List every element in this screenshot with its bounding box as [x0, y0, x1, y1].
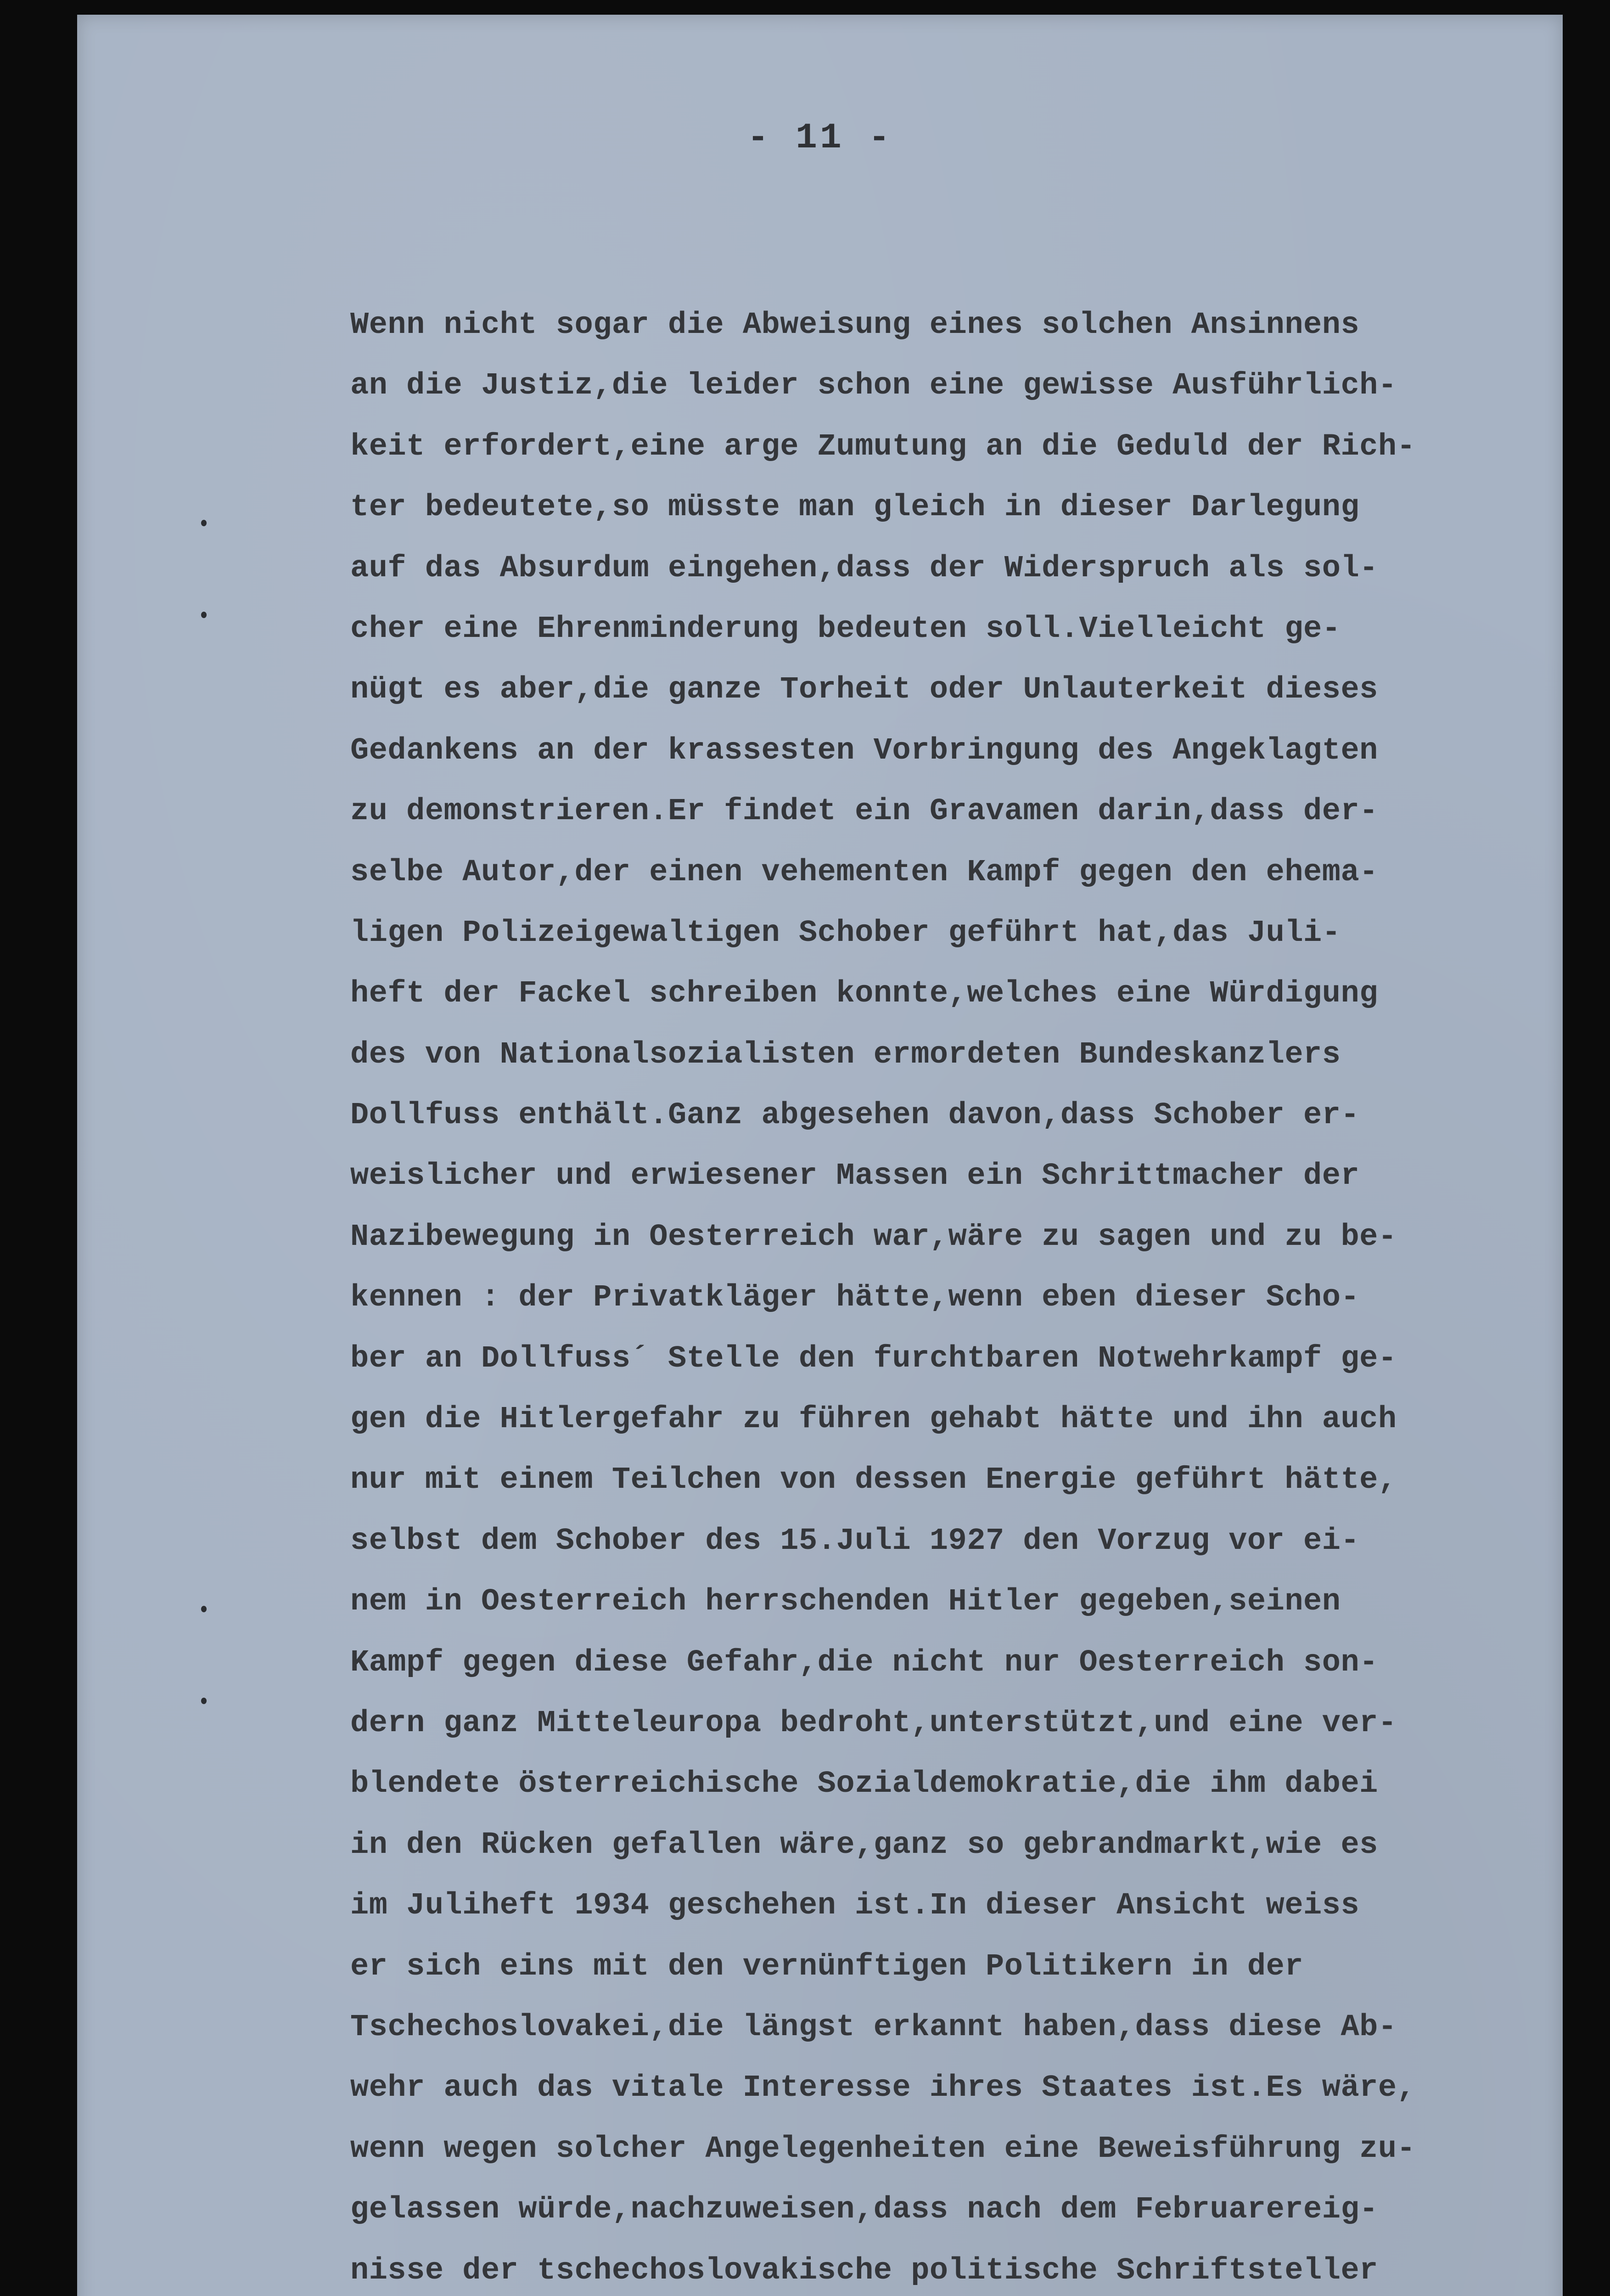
text-line: des von Nationalsozialisten ermordeten Bundeskanzlers [350, 1037, 1341, 1072]
text-line: keit erfordert,eine arge Zumutung an die Geduld der Rich- [350, 429, 1416, 464]
text-line: weislicher und erwiesener Massen ein Schrittmacher der [350, 1159, 1360, 1194]
text-line: an die Justiz,die leider schon eine gewisse Ausführlich- [350, 368, 1397, 404]
text-line: Wenn nicht sogar die Abweisung eines solchen Ansinnens [350, 308, 1360, 343]
text-line: er sich eins mit den vernünftigen Politikern in der [350, 1949, 1304, 1984]
text-line: Nazibewegung in Oesterreich war,wäre zu sagen und zu be- [350, 1219, 1397, 1255]
text-line: dern ganz Mitteleuropa bedroht,unterstützt,und eine ver- [350, 1705, 1397, 1741]
text-line: auf das Absurdum eingehen,dass der Widerspruch als sol- [350, 551, 1378, 586]
text-line: blendete österreichische Sozialdemokratie,die ihm dabei [350, 1767, 1378, 1802]
text-line: gen die Hitlergefahr zu führen gehabt hätte und ihn auch [350, 1402, 1397, 1437]
text-line: nisse der tschechoslovakische politische Schriftsteller [350, 2253, 1378, 2288]
body-text [350, 295, 1489, 2296]
text-line: selbe Autor,der einen vehementen Kampf gegen den ehema- [350, 855, 1378, 890]
text-line: heft der Fackel schreiben konnte,welches eine Würdigung [350, 976, 1378, 1012]
text-line: ter bedeutete,so müsste man gleich in dieser Darlegung [350, 490, 1360, 525]
page-number: - 11 - [747, 118, 893, 158]
text-line: Kampf gegen diese Gefahr,die nicht nur Oesterreich son- [350, 1645, 1378, 1680]
text-line: wenn wegen solcher Angelegenheiten eine Beweisführung zu- [350, 2131, 1416, 2167]
text-line: Tschechoslovakei,die längst erkannt haben,dass diese Ab- [350, 2009, 1397, 2045]
text-line: Dollfuss enthält.Ganz abgesehen davon,dass Schober er- [350, 1098, 1360, 1133]
punch-mark [201, 612, 207, 618]
text-line: ber an Dollfuss´ Stelle den furchtbaren Notwehrkampf ge- [350, 1341, 1397, 1376]
text-line: ligen Polizeigewaltigen Schober geführt hat,das Juli- [350, 915, 1341, 951]
punch-mark [201, 1606, 207, 1612]
text-line: wehr auch das vitale Interesse ihres Staates ist.Es wäre, [350, 2071, 1416, 2106]
text-line: cher eine Ehrenminderung bedeuten soll.Vielleicht ge- [350, 611, 1341, 647]
typed-page [77, 15, 1563, 2296]
punch-mark [201, 520, 207, 526]
text-line: selbst dem Schober des 15.Juli 1927 den Vorzug vor ei- [350, 1523, 1360, 1559]
text-line: nügt es aber,die ganze Torheit oder Unlauterkeit dieses [350, 672, 1378, 708]
punch-mark [201, 1698, 207, 1704]
text-line: in den Rücken gefallen wäre,ganz so gebrandmarkt,wie es [350, 1827, 1378, 1863]
text-line: kennen : der Privatkläger hätte,wenn eben dieser Scho- [350, 1280, 1360, 1316]
text-line: nur mit einem Teilchen von dessen Energie geführt hätte, [350, 1463, 1397, 1498]
text-line: nem in Oesterreich herrschenden Hitler gegeben,seinen [350, 1584, 1341, 1620]
text-line: im Juliheft 1934 geschehen ist.In dieser Ansicht weiss [350, 1888, 1360, 1924]
text-line: gelassen würde,nachzuweisen,dass nach dem Februarereig- [350, 2192, 1378, 2228]
text-line: Gedankens an der krassesten Vorbringung des Angeklagten [350, 733, 1378, 768]
text-line: zu demonstrieren.Er findet ein Gravamen darin,dass der- [350, 794, 1378, 829]
